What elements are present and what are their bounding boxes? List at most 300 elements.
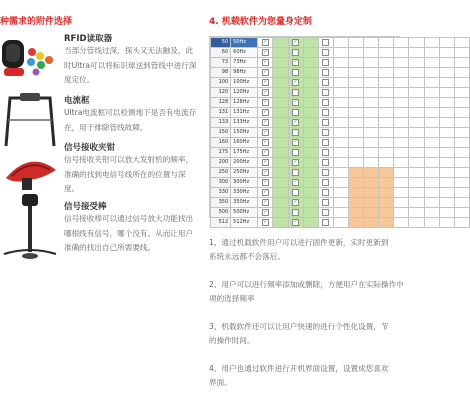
frequency-option-cell[interactable] <box>318 108 333 118</box>
frequency-option-cell[interactable] <box>394 108 409 118</box>
frequency-row[interactable] <box>211 98 470 108</box>
checkbox[interactable] <box>292 149 299 156</box>
frequency-option-cell[interactable] <box>288 128 303 138</box>
frequency-option-cell[interactable] <box>258 188 273 198</box>
checkbox[interactable] <box>322 159 329 166</box>
frequency-option-cell[interactable] <box>394 88 409 98</box>
frequency-row[interactable] <box>211 188 470 198</box>
checkbox[interactable] <box>322 139 329 146</box>
frequency-option-cell[interactable] <box>303 198 318 208</box>
frequency-option-cell[interactable] <box>303 108 318 118</box>
checkbox[interactable]: ✓ <box>293 38 298 45</box>
frequency-option-cell[interactable] <box>333 108 348 118</box>
checkbox[interactable]: ✓ <box>263 58 268 65</box>
frequency-option-cell[interactable] <box>318 88 333 98</box>
frequency-row[interactable] <box>211 208 470 218</box>
frequency-option-cell[interactable] <box>303 58 318 68</box>
frequency-option-cell[interactable] <box>318 178 333 188</box>
frequency-option-cell[interactable] <box>273 178 288 188</box>
frequency-option-cell[interactable] <box>364 108 379 118</box>
frequency-option-cell[interactable] <box>258 138 273 148</box>
frequency-option-cell[interactable] <box>364 68 379 78</box>
frequency-option-cell[interactable] <box>454 48 469 58</box>
frequency-option-cell[interactable] <box>318 148 333 158</box>
frequency-option-cell[interactable] <box>258 158 273 168</box>
frequency-option-cell[interactable] <box>394 138 409 148</box>
frequency-option-cell[interactable] <box>424 128 439 138</box>
frequency-option-cell[interactable] <box>424 48 439 58</box>
frequency-option-cell[interactable] <box>318 78 333 88</box>
frequency-option-cell[interactable] <box>258 108 273 118</box>
frequency-option-cell[interactable] <box>394 38 409 48</box>
frequency-option-cell[interactable] <box>364 148 379 158</box>
frequency-option-cell[interactable] <box>424 158 439 168</box>
frequency-row[interactable] <box>211 128 470 138</box>
frequency-option-cell[interactable] <box>424 68 439 78</box>
checkbox[interactable] <box>292 69 299 76</box>
frequency-option-cell[interactable] <box>273 168 288 178</box>
frequency-option-cell[interactable] <box>303 38 318 48</box>
frequency-option-cell[interactable] <box>379 38 394 48</box>
frequency-option-cell[interactable] <box>439 138 454 148</box>
frequency-option-cell[interactable] <box>364 198 379 208</box>
frequency-option-cell[interactable] <box>349 188 364 198</box>
frequency-option-cell[interactable] <box>409 68 424 78</box>
frequency-option-cell[interactable] <box>454 78 469 88</box>
frequency-option-cell[interactable] <box>394 178 409 188</box>
frequency-option-cell[interactable] <box>409 58 424 68</box>
frequency-row[interactable] <box>211 148 470 158</box>
frequency-option-cell[interactable] <box>424 218 439 228</box>
frequency-option-cell[interactable] <box>333 148 348 158</box>
frequency-option-cell[interactable] <box>424 138 439 148</box>
checkbox[interactable]: ✓ <box>293 158 298 165</box>
frequency-option-cell[interactable] <box>333 178 348 188</box>
frequency-row[interactable] <box>211 158 470 168</box>
frequency-option-cell[interactable] <box>424 88 439 98</box>
frequency-option-cell[interactable] <box>288 198 303 208</box>
checkbox[interactable]: ✓ <box>263 78 268 85</box>
frequency-option-cell[interactable] <box>349 98 364 108</box>
checkbox[interactable]: ✓ <box>263 148 268 155</box>
frequency-option-cell[interactable] <box>318 118 333 128</box>
frequency-option-cell[interactable] <box>303 118 318 128</box>
frequency-option-cell[interactable] <box>288 188 303 198</box>
frequency-option-cell[interactable] <box>454 208 469 218</box>
frequency-option-cell[interactable] <box>333 68 348 78</box>
checkbox[interactable] <box>322 179 329 186</box>
frequency-option-cell[interactable] <box>409 208 424 218</box>
frequency-option-cell[interactable] <box>303 128 318 138</box>
frequency-option-cell[interactable] <box>409 108 424 118</box>
checkbox[interactable] <box>322 199 329 206</box>
checkbox[interactable] <box>322 99 329 106</box>
frequency-option-cell[interactable] <box>409 158 424 168</box>
frequency-option-cell[interactable] <box>333 208 348 218</box>
frequency-option-cell[interactable] <box>454 168 469 178</box>
frequency-row[interactable] <box>211 138 470 148</box>
frequency-option-cell[interactable] <box>454 178 469 188</box>
checkbox[interactable]: ✓ <box>263 128 268 135</box>
frequency-option-cell[interactable] <box>349 168 364 178</box>
frequency-option-cell[interactable] <box>379 198 394 208</box>
frequency-option-cell[interactable] <box>424 168 439 178</box>
checkbox[interactable]: ✓ <box>263 208 268 215</box>
frequency-option-cell[interactable] <box>318 168 333 178</box>
frequency-option-cell[interactable] <box>318 198 333 208</box>
frequency-option-cell[interactable] <box>303 188 318 198</box>
frequency-option-cell[interactable] <box>394 168 409 178</box>
frequency-option-cell[interactable] <box>273 158 288 168</box>
frequency-row[interactable] <box>211 178 470 188</box>
frequency-option-cell[interactable] <box>273 48 288 58</box>
frequency-option-cell[interactable] <box>424 98 439 108</box>
frequency-row[interactable] <box>211 58 470 68</box>
frequency-option-cell[interactable] <box>364 88 379 98</box>
frequency-option-cell[interactable] <box>258 48 273 58</box>
frequency-option-cell[interactable] <box>394 48 409 58</box>
checkbox[interactable]: ✓ <box>263 48 268 55</box>
frequency-option-cell[interactable] <box>379 148 394 158</box>
frequency-option-cell[interactable] <box>394 188 409 198</box>
frequency-option-cell[interactable] <box>349 128 364 138</box>
frequency-option-cell[interactable] <box>258 118 273 128</box>
frequency-option-cell[interactable] <box>394 58 409 68</box>
checkbox[interactable] <box>322 109 329 116</box>
frequency-option-cell[interactable] <box>394 198 409 208</box>
frequency-option-cell[interactable] <box>288 118 303 128</box>
frequency-option-cell[interactable] <box>349 38 364 48</box>
checkbox[interactable] <box>292 169 299 176</box>
frequency-option-cell[interactable] <box>349 78 364 88</box>
frequency-option-cell[interactable] <box>273 218 288 228</box>
checkbox[interactable] <box>292 129 299 136</box>
frequency-option-cell[interactable] <box>288 208 303 218</box>
frequency-option-cell[interactable] <box>409 218 424 228</box>
frequency-option-cell[interactable] <box>258 168 273 178</box>
frequency-option-cell[interactable] <box>273 118 288 128</box>
checkbox[interactable]: ✓ <box>293 98 298 105</box>
frequency-option-cell[interactable] <box>349 218 364 228</box>
frequency-option-cell[interactable] <box>364 208 379 218</box>
frequency-option-cell[interactable] <box>379 158 394 168</box>
frequency-option-cell[interactable] <box>318 58 333 68</box>
frequency-option-cell[interactable] <box>409 98 424 108</box>
checkbox[interactable] <box>322 49 329 56</box>
frequency-option-cell[interactable] <box>258 78 273 88</box>
checkbox[interactable] <box>322 79 329 86</box>
frequency-option-cell[interactable] <box>349 158 364 168</box>
frequency-option-cell[interactable] <box>454 218 469 228</box>
frequency-option-cell[interactable] <box>288 88 303 98</box>
frequency-option-cell[interactable] <box>409 138 424 148</box>
frequency-option-cell[interactable] <box>379 188 394 198</box>
checkbox[interactable] <box>322 129 329 136</box>
frequency-option-cell[interactable] <box>273 98 288 108</box>
checkbox[interactable]: ✓ <box>293 138 298 145</box>
frequency-option-cell[interactable] <box>409 48 424 58</box>
frequency-option-cell[interactable] <box>364 128 379 138</box>
frequency-option-cell[interactable] <box>379 68 394 78</box>
frequency-option-cell[interactable] <box>439 178 454 188</box>
frequency-option-cell[interactable] <box>424 78 439 88</box>
frequency-option-cell[interactable] <box>364 48 379 58</box>
frequency-option-cell[interactable] <box>288 78 303 88</box>
frequency-option-cell[interactable] <box>394 98 409 108</box>
checkbox[interactable]: ✓ <box>263 98 268 105</box>
frequency-option-cell[interactable] <box>333 98 348 108</box>
frequency-option-cell[interactable] <box>439 88 454 98</box>
frequency-option-cell[interactable] <box>424 208 439 218</box>
frequency-option-cell[interactable] <box>379 128 394 138</box>
frequency-row[interactable] <box>211 38 470 48</box>
checkbox[interactable] <box>322 69 329 76</box>
frequency-option-cell[interactable] <box>349 178 364 188</box>
frequency-option-cell[interactable] <box>379 138 394 148</box>
checkbox[interactable] <box>322 39 329 46</box>
frequency-option-cell[interactable] <box>288 98 303 108</box>
frequency-option-cell[interactable] <box>333 48 348 58</box>
frequency-option-cell[interactable] <box>409 188 424 198</box>
frequency-option-cell[interactable] <box>273 58 288 68</box>
frequency-option-cell[interactable] <box>424 178 439 188</box>
frequency-row[interactable] <box>211 168 470 178</box>
checkbox[interactable]: ✓ <box>293 218 298 225</box>
frequency-option-cell[interactable] <box>288 68 303 78</box>
frequency-option-cell[interactable] <box>394 68 409 78</box>
frequency-option-cell[interactable] <box>349 118 364 128</box>
checkbox[interactable] <box>322 149 329 156</box>
frequency-option-cell[interactable] <box>409 78 424 88</box>
frequency-option-cell[interactable] <box>409 168 424 178</box>
frequency-option-cell[interactable] <box>439 188 454 198</box>
checkbox[interactable] <box>292 209 299 216</box>
frequency-option-cell[interactable] <box>318 138 333 148</box>
frequency-option-cell[interactable] <box>318 48 333 58</box>
frequency-option-cell[interactable] <box>303 98 318 108</box>
frequency-option-cell[interactable] <box>288 158 303 168</box>
frequency-option-cell[interactable] <box>273 128 288 138</box>
frequency-option-cell[interactable] <box>409 198 424 208</box>
frequency-option-cell[interactable] <box>454 138 469 148</box>
frequency-option-cell[interactable] <box>439 128 454 138</box>
frequency-option-cell[interactable] <box>424 148 439 158</box>
frequency-option-cell[interactable] <box>258 68 273 78</box>
frequency-option-cell[interactable] <box>439 58 454 68</box>
checkbox[interactable]: ✓ <box>293 118 298 125</box>
frequency-option-cell[interactable] <box>364 78 379 88</box>
checkbox[interactable] <box>322 89 329 96</box>
frequency-option-cell[interactable] <box>318 208 333 218</box>
frequency-option-cell[interactable] <box>303 88 318 98</box>
frequency-option-cell[interactable] <box>424 38 439 48</box>
frequency-option-cell[interactable] <box>273 138 288 148</box>
checkbox[interactable]: ✓ <box>263 218 268 225</box>
checkbox[interactable]: ✓ <box>263 138 268 145</box>
frequency-option-cell[interactable] <box>454 58 469 68</box>
frequency-option-cell[interactable] <box>454 68 469 78</box>
frequency-option-cell[interactable] <box>333 118 348 128</box>
frequency-option-cell[interactable] <box>333 38 348 48</box>
frequency-option-cell[interactable] <box>364 138 379 148</box>
frequency-option-cell[interactable] <box>424 198 439 208</box>
frequency-option-cell[interactable] <box>454 118 469 128</box>
frequency-option-cell[interactable] <box>273 108 288 118</box>
frequency-row[interactable] <box>211 48 470 58</box>
frequency-option-cell[interactable] <box>379 108 394 118</box>
checkbox[interactable] <box>322 209 329 216</box>
frequency-option-cell[interactable] <box>303 168 318 178</box>
frequency-option-cell[interactable] <box>439 198 454 208</box>
frequency-option-cell[interactable] <box>379 168 394 178</box>
frequency-option-cell[interactable] <box>424 188 439 198</box>
frequency-option-cell[interactable] <box>333 138 348 148</box>
checkbox[interactable]: ✓ <box>293 198 298 205</box>
frequency-option-cell[interactable] <box>409 88 424 98</box>
frequency-option-cell[interactable] <box>303 208 318 218</box>
frequency-option-cell[interactable] <box>424 108 439 118</box>
frequency-option-cell[interactable] <box>439 148 454 158</box>
frequency-option-cell[interactable] <box>454 38 469 48</box>
checkbox[interactable]: ✓ <box>263 198 268 205</box>
checkbox[interactable] <box>292 49 299 56</box>
frequency-option-cell[interactable] <box>333 78 348 88</box>
frequency-option-cell[interactable] <box>318 218 333 228</box>
frequency-option-cell[interactable] <box>318 38 333 48</box>
frequency-option-cell[interactable] <box>273 68 288 78</box>
frequency-option-cell[interactable] <box>349 208 364 218</box>
frequency-option-cell[interactable] <box>258 178 273 188</box>
frequency-option-cell[interactable] <box>318 68 333 78</box>
frequency-option-cell[interactable] <box>379 218 394 228</box>
frequency-option-cell[interactable] <box>364 38 379 48</box>
frequency-option-cell[interactable] <box>379 178 394 188</box>
frequency-row[interactable] <box>211 78 470 88</box>
frequency-option-cell[interactable] <box>258 128 273 138</box>
frequency-row[interactable] <box>211 218 470 228</box>
frequency-option-cell[interactable] <box>439 48 454 58</box>
frequency-option-cell[interactable] <box>318 128 333 138</box>
frequency-option-cell[interactable] <box>364 158 379 168</box>
frequency-option-cell[interactable] <box>288 108 303 118</box>
frequency-option-cell[interactable] <box>333 218 348 228</box>
frequency-option-cell[interactable] <box>258 58 273 68</box>
frequency-option-cell[interactable] <box>379 118 394 128</box>
frequency-option-cell[interactable] <box>258 198 273 208</box>
frequency-option-cell[interactable] <box>303 178 318 188</box>
checkbox[interactable]: ✓ <box>293 58 298 65</box>
frequency-option-cell[interactable] <box>439 98 454 108</box>
frequency-option-cell[interactable] <box>454 108 469 118</box>
checkbox[interactable]: ✓ <box>263 168 268 175</box>
frequency-option-cell[interactable] <box>288 148 303 158</box>
frequency-option-cell[interactable] <box>273 78 288 88</box>
frequency-option-cell[interactable] <box>439 78 454 88</box>
frequency-option-cell[interactable] <box>288 138 303 148</box>
frequency-option-cell[interactable] <box>394 118 409 128</box>
frequency-option-cell[interactable] <box>273 208 288 218</box>
frequency-option-cell[interactable] <box>349 138 364 148</box>
checkbox[interactable]: ✓ <box>263 188 268 195</box>
frequency-option-cell[interactable] <box>454 128 469 138</box>
frequency-option-cell[interactable] <box>454 98 469 108</box>
frequency-option-cell[interactable] <box>288 218 303 228</box>
frequency-option-cell[interactable] <box>273 148 288 158</box>
frequency-option-cell[interactable] <box>409 148 424 158</box>
frequency-option-cell[interactable] <box>394 158 409 168</box>
checkbox[interactable] <box>322 219 329 226</box>
frequency-option-cell[interactable] <box>349 48 364 58</box>
frequency-option-cell[interactable] <box>454 88 469 98</box>
frequency-option-cell[interactable] <box>288 38 303 48</box>
frequency-option-cell[interactable] <box>364 178 379 188</box>
frequency-option-cell[interactable] <box>288 168 303 178</box>
frequency-option-cell[interactable] <box>409 178 424 188</box>
frequency-row[interactable] <box>211 198 470 208</box>
frequency-option-cell[interactable] <box>364 118 379 128</box>
frequency-option-cell[interactable] <box>439 68 454 78</box>
frequency-option-cell[interactable] <box>394 78 409 88</box>
frequency-option-cell[interactable] <box>409 38 424 48</box>
frequency-option-cell[interactable] <box>379 78 394 88</box>
frequency-option-cell[interactable] <box>349 198 364 208</box>
checkbox[interactable]: ✓ <box>263 38 268 45</box>
frequency-option-cell[interactable] <box>349 88 364 98</box>
frequency-option-cell[interactable] <box>424 118 439 128</box>
frequency-option-cell[interactable] <box>454 158 469 168</box>
frequency-option-cell[interactable] <box>258 88 273 98</box>
frequency-option-cell[interactable] <box>303 48 318 58</box>
frequency-option-cell[interactable] <box>349 58 364 68</box>
frequency-option-cell[interactable] <box>394 218 409 228</box>
frequency-option-cell[interactable] <box>303 138 318 148</box>
frequency-option-cell[interactable] <box>288 48 303 58</box>
frequency-option-cell[interactable] <box>349 108 364 118</box>
frequency-option-cell[interactable] <box>333 128 348 138</box>
checkbox[interactable] <box>322 169 329 176</box>
checkbox[interactable] <box>322 189 329 196</box>
frequency-option-cell[interactable] <box>394 128 409 138</box>
frequency-row[interactable] <box>211 68 470 78</box>
frequency-option-cell[interactable] <box>303 218 318 228</box>
frequency-option-cell[interactable] <box>258 208 273 218</box>
frequency-option-cell[interactable] <box>439 218 454 228</box>
checkbox[interactable]: ✓ <box>263 158 268 165</box>
frequency-option-cell[interactable] <box>409 128 424 138</box>
frequency-option-cell[interactable] <box>273 88 288 98</box>
frequency-row[interactable] <box>211 108 470 118</box>
frequency-option-cell[interactable] <box>318 98 333 108</box>
frequency-option-cell[interactable] <box>333 158 348 168</box>
frequency-option-cell[interactable] <box>303 78 318 88</box>
frequency-option-cell[interactable] <box>394 148 409 158</box>
checkbox[interactable] <box>322 119 329 126</box>
checkbox[interactable]: ✓ <box>263 178 268 185</box>
frequency-option-cell[interactable] <box>258 148 273 158</box>
frequency-option-cell[interactable] <box>379 88 394 98</box>
frequency-option-cell[interactable] <box>349 68 364 78</box>
frequency-option-cell[interactable] <box>454 198 469 208</box>
checkbox[interactable] <box>322 59 329 66</box>
frequency-option-cell[interactable] <box>424 58 439 68</box>
frequency-option-cell[interactable] <box>318 188 333 198</box>
frequency-option-cell[interactable] <box>439 158 454 168</box>
frequency-option-cell[interactable] <box>333 188 348 198</box>
frequency-option-cell[interactable] <box>454 188 469 198</box>
frequency-option-cell[interactable] <box>288 58 303 68</box>
frequency-option-cell[interactable] <box>349 148 364 158</box>
frequency-option-cell[interactable] <box>364 98 379 108</box>
